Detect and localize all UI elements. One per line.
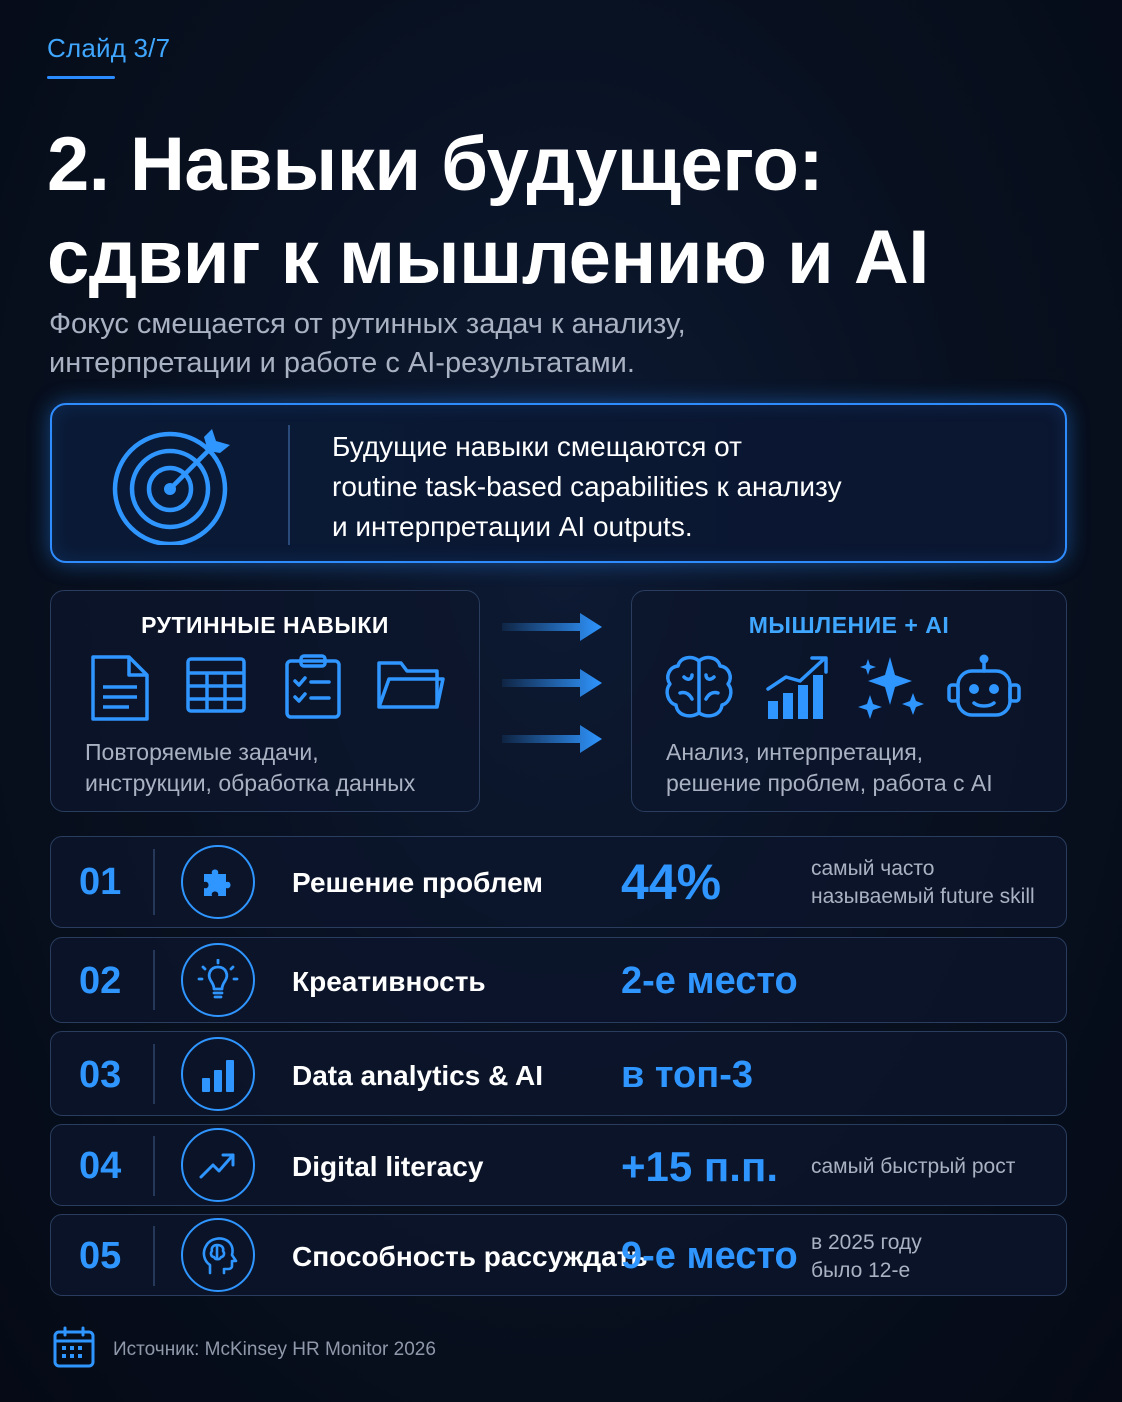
checklist-icon [283,653,343,721]
highlight-divider [288,425,290,545]
skill-value: 2-е место [621,960,798,1002]
skill-number: 01 [79,861,122,903]
head-brain-icon [181,1218,255,1292]
page-title [47,118,1087,304]
trend-up-icon [181,1128,255,1202]
skill-value: 9-е место [621,1235,798,1277]
skill-label: Способность рассуждать [292,1241,648,1272]
skill-row-05 [50,1214,1067,1296]
thinking-ai-title: МЫШЛЕНИЕ + AI [748,612,950,638]
lightbulb-icon [181,943,255,1017]
source-citation: Источник: McKinsey HR Monitor 2026 [113,1339,436,1360]
skill-row-03 [50,1031,1067,1116]
skill-row-01 [50,836,1067,928]
skill-note-line-2: называемый future skill [811,885,1035,908]
highlight-line-3: и интерпретации AI outputs. [332,511,693,542]
skill-row-04 [50,1124,1067,1206]
skill-note-line-1: самый быстрый рост [811,1155,1016,1178]
skill-note [811,855,1051,911]
title-line-2: сдвиг к мышлению и AI [47,215,929,300]
highlight-line-1: Будущие навыки смещаются от [332,431,742,462]
row-divider [153,950,155,1010]
document-icon [89,653,151,723]
thinking-ai-description [666,737,1046,799]
row-divider [153,1044,155,1104]
skill-value: 44% [621,854,722,910]
skill-row-02 [50,937,1067,1023]
robot-icon [946,653,1022,721]
subtitle [49,305,1049,383]
skill-label: Креативность [292,966,486,997]
brain-icon [662,653,736,723]
skill-number: 05 [79,1235,122,1277]
skill-value: в топ-3 [621,1054,753,1096]
skill-number: 02 [79,960,122,1002]
highlight-card [50,403,1067,563]
skill-note-line-1: самый часто [811,857,935,880]
subtitle-line-2: интерпретации и работе с AI-результатами. [49,347,635,379]
row-divider [153,849,155,915]
skill-label: Решение проблем [292,867,543,898]
routine-skills-icons [51,653,479,727]
shift-arrows [498,605,608,755]
row-divider [153,1136,155,1196]
skill-value: +15 п.п. [621,1143,778,1190]
slide-label-underline [47,76,115,79]
skill-number: 04 [79,1145,122,1187]
growth-chart-icon [764,653,834,721]
highlight-line-2: routine task-based capabilities к анализу [332,471,842,502]
calendar-icon [52,1326,96,1368]
skill-note [811,1153,1051,1181]
skill-note [811,1229,1051,1285]
folder-icon [375,653,447,715]
routine-skills-title: РУТИННЫЕ НАВЫКИ [141,612,389,638]
skill-number: 03 [79,1054,122,1096]
row-divider [153,1226,155,1286]
routine-desc-line-1: Повторяемые задачи, [85,739,319,765]
skill-note-line-1: в 2025 году [811,1231,922,1254]
thinking-desc-line-2: решение проблем, работа с AI [666,770,993,796]
thinking-ai-card [631,590,1067,812]
thinking-ai-icons [632,653,1066,727]
table-icon [184,653,248,717]
target-icon [112,427,237,545]
title-line-1: 2. Навыки будущего: [47,122,824,207]
bar-chart-icon [181,1037,255,1111]
slide-label: Слайд 3/7 [47,33,171,63]
skill-label: Digital literacy [292,1151,484,1182]
routine-skills-card [50,590,480,812]
thinking-desc-line-1: Анализ, интерпретация, [666,739,924,765]
skill-note-line-2: было 12-е [811,1259,911,1282]
routine-desc-line-2: инструкции, обработка данных [85,770,416,796]
routine-skills-description [85,737,465,799]
highlight-text [332,427,1032,547]
puzzle-icon [181,845,255,919]
subtitle-line-1: Фокус смещается от рутинных задач к анализу, [49,308,686,340]
skill-label: Data analytics & AI [292,1060,544,1091]
sparkles-icon [858,653,924,723]
